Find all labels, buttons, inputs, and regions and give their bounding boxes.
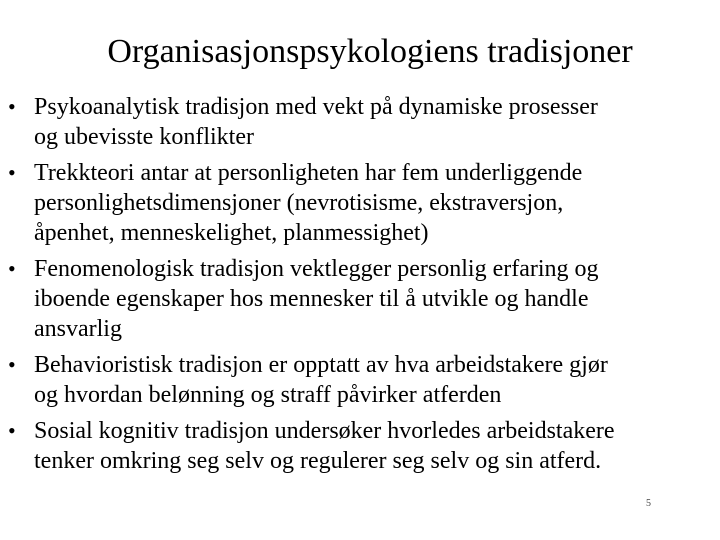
bullet-text-line: iboende egenskaper hos mennesker til å utvikle og handle: [34, 286, 589, 312]
bullet-text-line: åpenhet, menneskelighet, planmessighet): [34, 220, 429, 246]
bullet-icon: •: [8, 160, 16, 185]
bullet-item: [8, 92, 720, 152]
bullet-text-line: ansvarlig: [34, 316, 122, 342]
bullet-text-line: Psykoanalytisk tradisjon med vekt på dynamiske prosesser: [34, 94, 598, 120]
bullet-icon: •: [8, 256, 16, 281]
bullet-item: [8, 350, 720, 410]
page-number: 5: [646, 498, 651, 509]
bullet-text-line: Trekkteori antar at personligheten har fem underliggende: [34, 160, 583, 186]
bullet-item: [8, 158, 720, 248]
bullet-list: [8, 92, 720, 482]
bullet-text-line: Fenomenologisk tradisjon vektlegger personlig erfaring og: [34, 256, 599, 282]
bullet-text-line: Sosial kognitiv tradisjon undersøker hvorledes arbeidstakere: [34, 418, 615, 444]
bullet-text-line: Behavioristisk tradisjon er opptatt av hva arbeidstakere gjør: [34, 352, 608, 378]
bullet-text-line: og ubevisste konflikter: [34, 124, 254, 150]
bullet-item: [8, 254, 720, 344]
bullet-text-line: og hvordan belønning og straff påvirker atferden: [34, 382, 502, 408]
bullet-item: [8, 416, 720, 476]
bullet-text-line: personlighetsdimensjoner (nevrotisisme, ekstraversjon,: [34, 190, 564, 216]
bullet-icon: •: [8, 94, 16, 119]
bullet-icon: •: [8, 352, 16, 377]
bullet-icon: •: [8, 418, 16, 443]
slide-title: Organisasjonspsykologiens tradisjoner: [107, 33, 633, 70]
bullet-text-line: tenker omkring seg selv og regulerer seg selv og sin atferd.: [34, 448, 602, 474]
